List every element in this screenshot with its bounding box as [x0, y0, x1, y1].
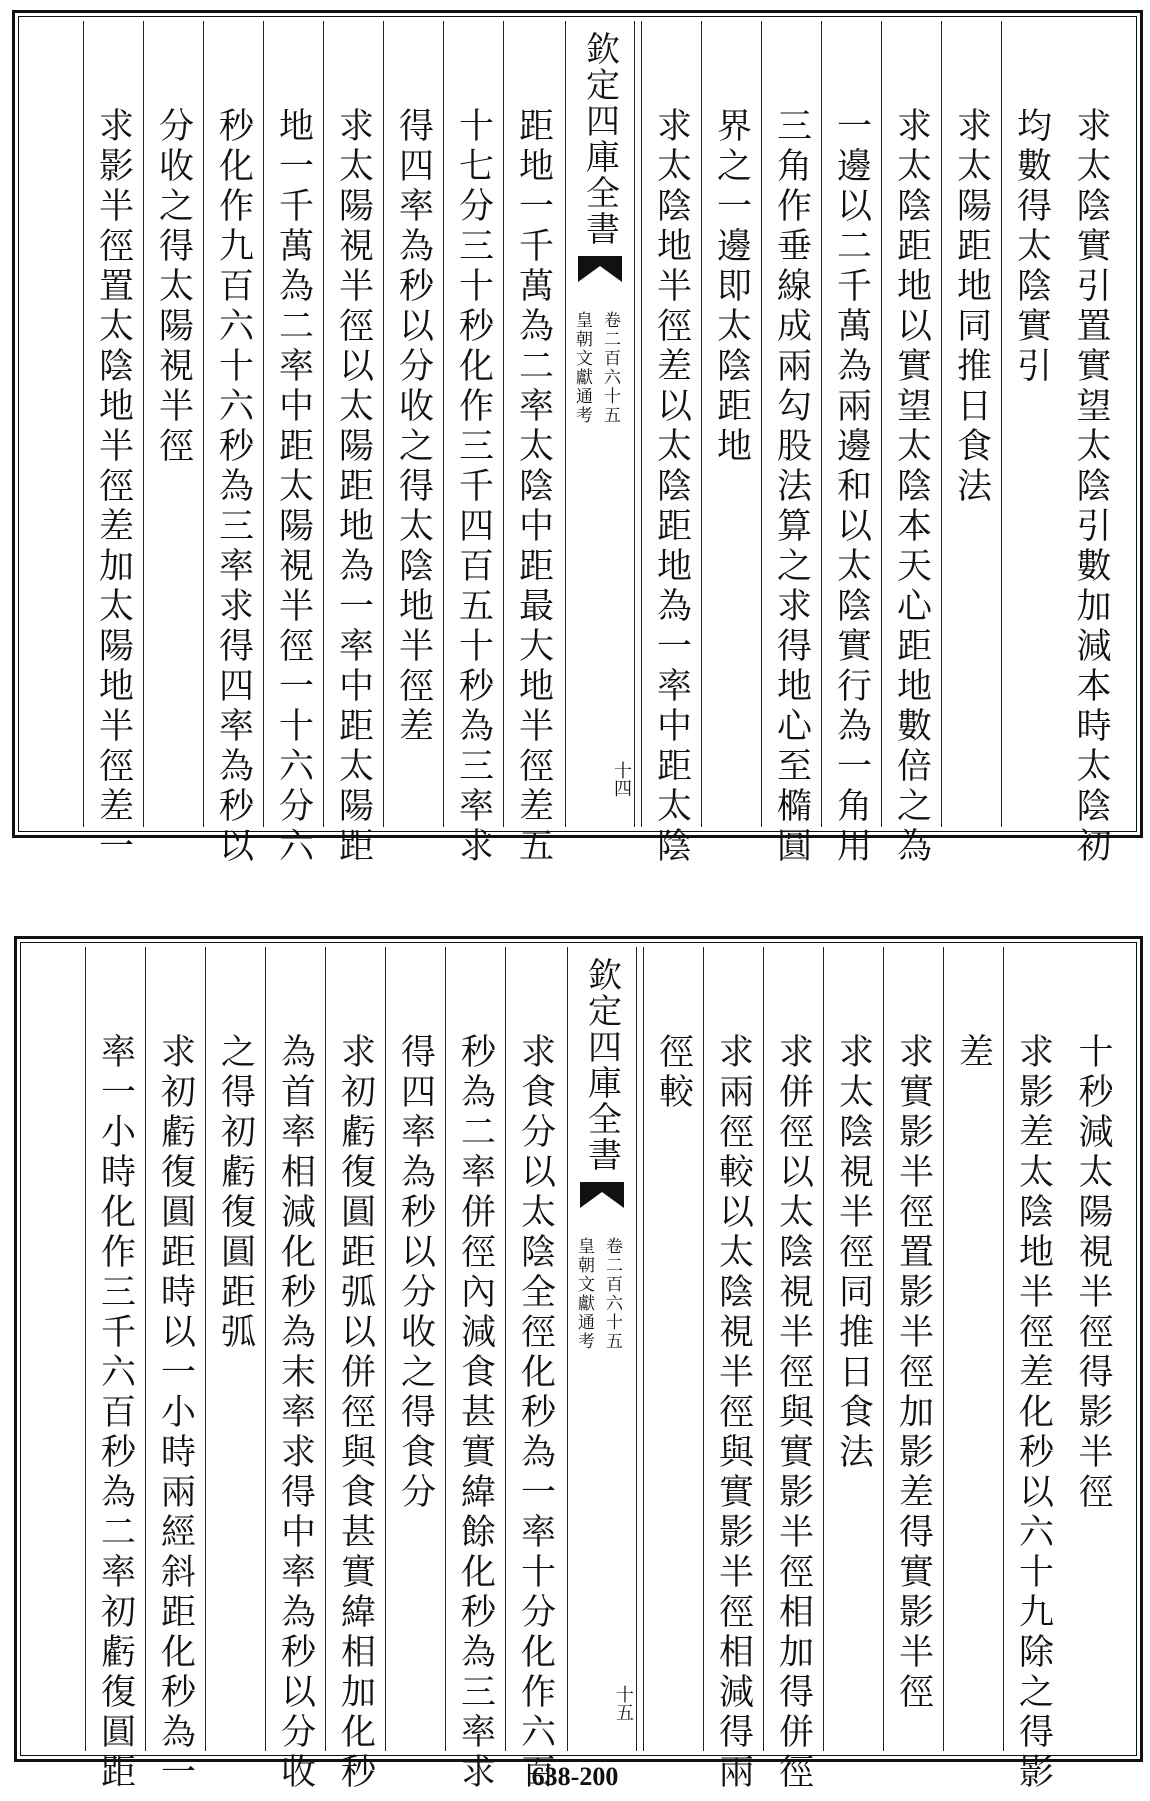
text-column: 求初虧復圓距弧以併徑與食甚實緯相加化秒: [325, 947, 385, 1751]
text-column: 求影半徑置太陰地半徑差加太陽地半徑差一: [83, 21, 143, 827]
text-column: 徑較: [643, 947, 703, 1751]
volume-label: 卷二百六十五: [602, 1237, 622, 1351]
leaf-number: 十四: [611, 761, 632, 797]
book-title: 欽定四庫全書: [579, 31, 620, 247]
text-column: 求太陽視半徑以太陽距地為一率中距太陽距: [323, 21, 383, 827]
center-margin-column: [567, 947, 637, 1751]
book-title: 欽定四庫全書: [581, 957, 622, 1173]
fish-tail-mark-icon: [580, 1182, 624, 1208]
text-column: 得四率為秒以分收之得食分: [385, 947, 445, 1751]
text-column: 之得初虧復圓距弧: [205, 947, 265, 1751]
text-column: 得四率為秒以分收之得太陰地半徑差: [383, 21, 443, 827]
text-column: 求太陰實引置實望太陰引數加減本時太陰初: [1071, 107, 1111, 867]
text-column: 界之一邊即太陰距地: [701, 21, 761, 827]
volume-label: 卷二百六十五: [600, 311, 620, 425]
text-column: 求太陽距地同推日食法: [941, 21, 1001, 827]
text-column: 均數得太陰實引: [1001, 21, 1061, 827]
text-column: 距地一千萬為二率太陰中距最大地半徑差五: [503, 21, 563, 827]
center-margin-column: [565, 21, 635, 827]
text-column: 求實影半徑置影半徑加影差得實影半徑: [883, 947, 943, 1751]
text-column: 求初虧復圓距時以一小時兩經斜距化秒為一: [145, 947, 205, 1751]
fish-tail-mark-icon: [578, 256, 622, 282]
text-column: 差: [943, 947, 1003, 1751]
text-column: 求影差太陰地半徑差化秒以六十九除之得影: [1003, 947, 1063, 1751]
text-column: 秒為二率併徑內減食甚實緯餘化秒為三率求: [445, 947, 505, 1751]
text-column: 求太陰視半徑同推日食法: [823, 947, 883, 1751]
text-column: 地一千萬為二率中距太陽視半徑一十六分六: [263, 21, 323, 827]
text-column: 求併徑以太陰視半徑與實影半徑相加得併徑: [763, 947, 823, 1751]
text-column: 一邊以二千萬為兩邊和以太陰實行為一角用: [821, 21, 881, 827]
page-number: 638-200: [531, 1762, 619, 1791]
text-column: 十秒減太陽視半徑得影半徑: [1073, 1033, 1113, 1513]
text-column: 求太陰地半徑差以太陰距地為一率中距太陰: [641, 21, 701, 827]
text-column: 求食分以太陰全徑化秒為一率十分化作六百: [505, 947, 565, 1751]
page-panel-top: [12, 10, 1143, 867]
text-column: 求兩徑較以太陰視半徑與實影半徑相減得兩: [703, 947, 763, 1751]
text-column: 分收之得太陽視半徑: [143, 21, 203, 827]
text-column: 求太陰距地以實望太陰本天心距地數倍之為: [881, 21, 941, 827]
text-column: 十七分三十秒化作三千四百五十秒為三率求: [443, 21, 503, 827]
text-column: 秒化作九百六十六秒為三率求得四率為秒以: [203, 21, 263, 827]
leaf-number: 十五: [613, 1685, 634, 1721]
subtitle: 皇朝文獻通考: [574, 1237, 594, 1351]
text-column: 率一小時化作三千六百秒為二率初虧復圓距: [85, 947, 145, 1751]
text-column: 為首率相減化秒為末率求得中率為秒以分收: [265, 947, 325, 1751]
subtitle: 皇朝文獻通考: [572, 311, 592, 425]
text-column: 三角作垂線成兩勾股法算之求得地心至橢圓: [761, 21, 821, 827]
